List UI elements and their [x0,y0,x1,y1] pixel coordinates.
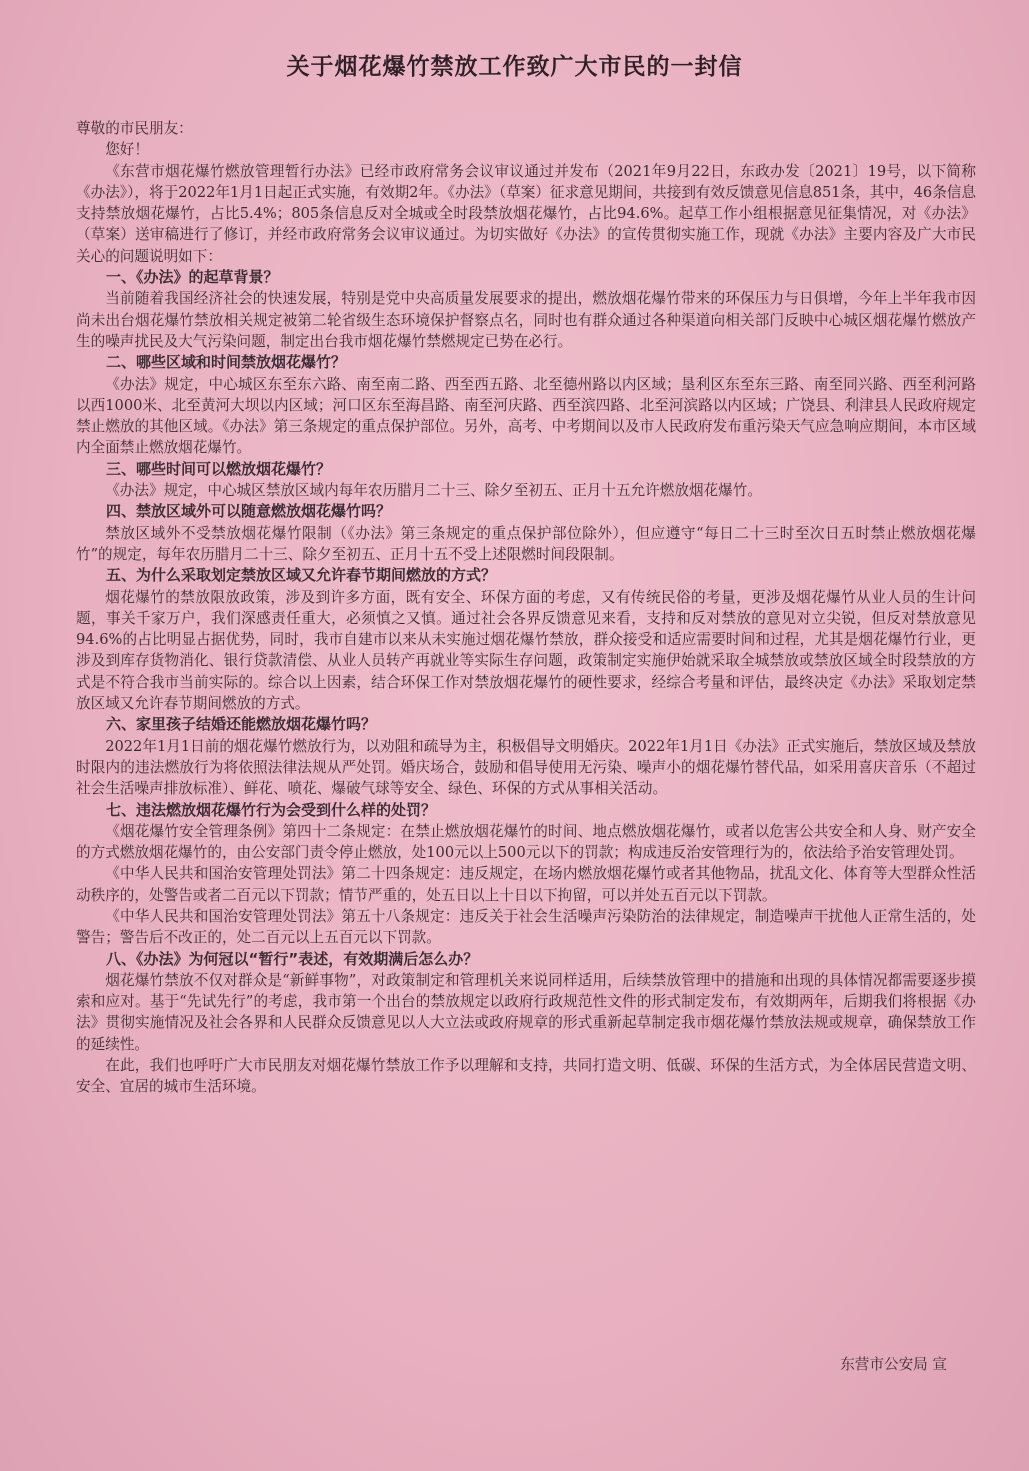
intro-paragraph: 《东营市烟花爆竹燃放管理暂行办法》已经市政府常务会议审议通过并发布（2021年9月22日，东政办发〔2021〕19号，以下简称《办法》），将于2022年1月1日起正式实施，有效期2年。《办法》（草案）征求意见期间，共接到有效反馈意见信息851条，其中，46条信息支持禁放烟花爆竹，占比5.4%；805条信息反对全城或全时段禁放烟花爆竹，占比94.6%。起草工作小组根据意见征集情况，对《办法》（草案）送审稿进行了修订，并经市政府常务会议审议通过。为切实做好《办法》的宣传贯彻实施工作，现就《办法》主要内容及广大市民关心的问题说明如下： [76,162,976,265]
section-heading-3: 三、哪些时间可以燃放烟花爆竹？ [106,459,332,478]
section-paragraph: 2022年1月1日前的烟花爆竹燃放行为，以劝阻和疏导为主，积极倡导文明婚庆。2022年1月1日《办法》正式实施后，禁放区域及禁放时限内的违法燃放行为将依照法律法规从严处罚。婚庆场合，鼓励和倡导使用无污染、噪声小的烟花爆竹替代品，如采用喜庆音乐（不超过社会生活噪声排放标准）、鲜花、喷花、爆破气球等安全、绿色、环保的方式从事相关活动。 [76,737,976,798]
section-heading-7: 七、违法燃放烟花爆竹行为会受到什么样的处罚？ [106,800,437,819]
section-heading-2: 二、哪些区域和时间禁放烟花爆竹？ [106,353,347,372]
closing-paragraph: 在此，我们也呼吁广大市民朋友对烟花爆竹禁放工作予以理解和支持，共同打造文明、低碳、环保的生活方式，为全体居民营造文明、安全、宜居的城市生活环境。 [76,1057,976,1096]
section-heading-5: 五、为什么采取划定禁放区域又允许春节期间燃放的方式？ [106,566,497,585]
section-paragraph: 《中华人民共和国治安管理处罚法》第二十四条规定：违反规定，在场内燃放烟花爆竹或者其他物品，扰乱文化、体育等大型群众性活动秩序的，处警告或者二百元以下罚款；情节严重的，处五日以上十日以下拘留，可以并处五百元以下罚款。 [76,865,976,904]
section-paragraph: 《办法》规定，中心城区东至东六路、南至南二路、西至西五路、北至德州路以内区域；垦利区东至东三路、南至同兴路、西至利河路以西1000米、北至黄河大坝以内区域；河口区东至海昌路、南至河庆路、西至滨四路、北至河滨路以内区域；广饶县、利津县人民政府规定禁止燃放的其他区域。《办法》第三条规定的重点保护部位。另外，高考、中考期间以及市人民政府发布重污染天气应急响应期间，本市区域内全面禁止燃放烟花爆竹。 [76,375,976,457]
section-heading-4: 四、禁放区域外可以随意燃放烟花爆竹吗？ [106,502,392,521]
letter-body [76,118,976,1098]
signature: 东营市公安局 宣 [840,1356,947,1373]
salutation: 尊敬的市民朋友： [76,120,193,137]
section-paragraph: 《烟花爆竹安全管理条例》第四十二条规定：在禁止燃放烟花爆竹的时间、地点燃放烟花爆竹，或者以危害公共安全和人身、财产安全的方式燃放烟花爆竹的，由公安部门责令停止燃放，处100元以上500元以下的罚款；构成违反治安管理行为的，依法给予治安管理处罚。 [76,822,976,862]
section-paragraph: 《中华人民共和国治安管理处罚法》第五十八条规定：违反关于社会生活噪声污染防治的法律规定，制造噪声干扰他人正常生活的，处警告；警告后不改正的，处二百元以上五百元以下罚款。 [76,907,976,947]
section-paragraph: 烟花爆竹禁放不仅对群众是“新鲜事物”，对政策制定和管理机关来说同样适用，后续禁放管理中的措施和出现的具体情况都需要逐步摸索和应对。基于“先试先行”的考虑，我市第一个出台的禁放规定以政府行政规范性文件的形式制定发布，有效期两年，后期我们将根据《办法》贯彻实施情况及社会各界和人民群众反馈意见以人大立法或政府规章的形式重新起草制定我市烟花爆竹禁放法规或规章，确保禁放工作的延续性。 [76,971,976,1053]
section-heading-8: 八、《办法》为何冠以“暂行”表述，有效期满后怎么办？ [106,949,479,968]
section-heading-6: 六、家里孩子结婚还能燃放烟花爆竹吗？ [106,715,377,734]
section-paragraph: 禁放区域外不受禁放烟花爆竹限制（《办法》第三条规定的重点保护部位除外），但应遵守“每日二十三时至次日五时禁止燃放烟花爆竹”的规定，每年农历腊月二十三、除夕至初五、正月十五不受上述限燃时间段限制。 [76,524,976,563]
section-heading-1: 一、《办法》的起草背景？ [106,268,279,287]
greeting: 您好！ [105,141,149,159]
section-paragraph: 当前随着我国经济社会的快速发展，特别是党中央高质量发展要求的提出，燃放烟花爆竹带来的环保压力与日俱增，今年上半年我市因尚未出台烟花爆竹禁放相关规定被第二轮省级生态环境保护督察点名，同时也有群众通过各种渠道向相关部门反映中心城区烟花爆竹燃放产生的噪声扰民及大气污染问题，制定出台我市烟花爆竹禁燃规定已势在必行。 [76,290,976,350]
section-paragraph: 烟花爆竹的禁放限放政策，涉及到许多方面，既有安全、环保方面的考虑，又有传统民俗的考量，更涉及烟花爆竹从业人员的生计问题，事关千家万户，我们深感责任重大，必须慎之又慎。通过社会各界反馈意见来看，支持和反对禁放的意见对立尖锐，但反对禁放意见94.6%的占比明显占据优势，同时，我市自建市以来从未实施过烟花爆竹禁放，群众接受和适应需要时间和过程，尤其是烟花爆竹行业，更涉及到库存货物消化、银行贷款清偿、从业人员转产再就业等实际生存问题，政策制定实施伊始就采取全城禁放或禁放区域全时段禁放的方式是不符合我市当前实际的。综合以上因素，结合环保工作对禁放烟花爆竹的硬性要求，经综合考量和评估，最终决定《办法》采取划定禁放区域又允许春节期间燃放的方式。 [76,588,976,713]
section-paragraph: 《办法》规定，中心城区禁放区域内每年农历腊月二十三、除夕至初五、正月十五允许燃放烟花爆竹。 [105,482,762,500]
letter-title: 关于烟花爆竹禁放工作致广大市民的一封信 [286,53,743,80]
